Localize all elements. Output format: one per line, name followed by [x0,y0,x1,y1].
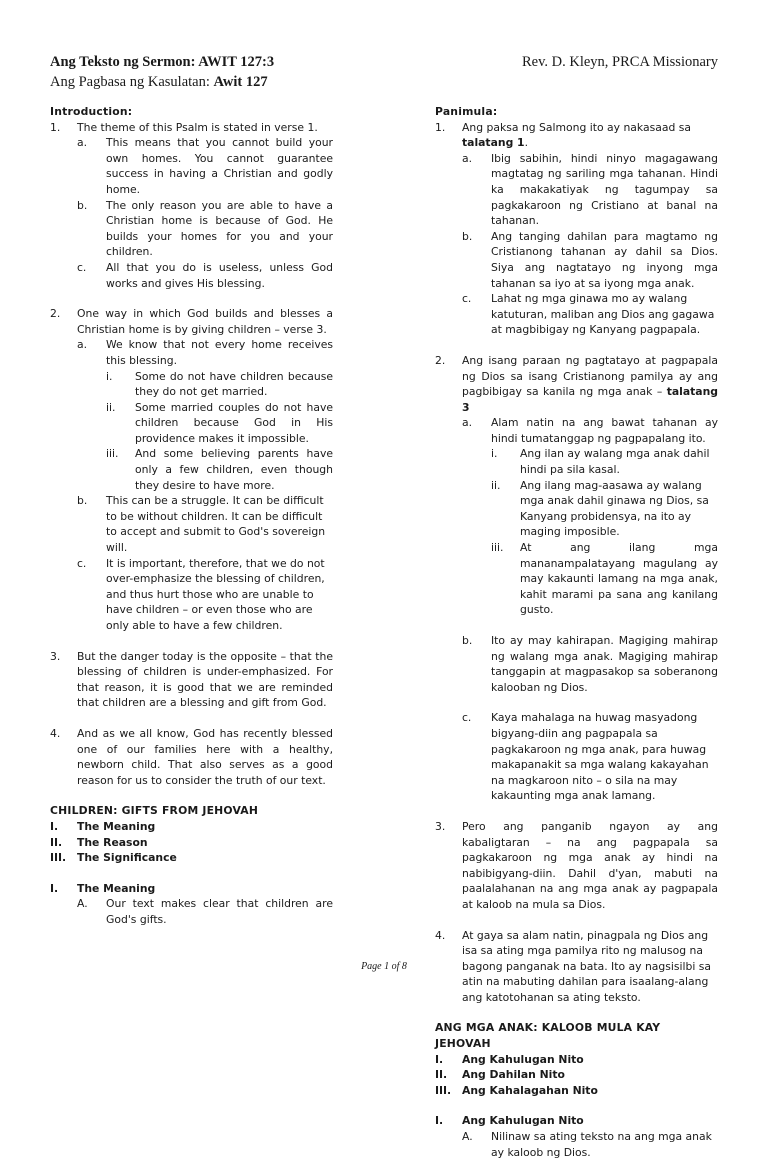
document-header [50,52,718,92]
author-label: Rev. D. Kleyn, PRCA Missionary [521,54,718,70]
point-2c: c. It is important, therefore, that we do not over-emphasize the blessing of children, and thus hurt those who are unable to have children – or even those who are only able to have a few children. [77,556,325,632]
point-4: 4. At gaya sa alam natin, pinagpala ng Dios ang isa sa ating mga pamilya rito ng malusog na bagong panganak na bata. Ito ay nagsisilbi sa atin na mabuting dahilan para isaalang-alang ang katotohanan sa ating teksto. [435,928,712,1004]
section-1-point-a: A. Nilinaw sa ating teksto na ang mga anak ay kaloob ng Dios. [462,1130,712,1159]
outline-item-2: II. Ang Dahilan Nito [435,1068,565,1082]
sermon-outline-en [50,803,333,865]
outline-item-3: III. The Significance [50,851,177,865]
section-1-en [50,881,333,897]
outline-title: CHILDREN: GIFTS FROM JEHOVAH [50,804,259,818]
tagalog-column [435,104,718,1160]
section-1-point-a: A. Our text makes clear that children are God's gifts. [77,897,333,926]
section-1-title: I. Ang Kahulugan Nito [435,1114,584,1128]
point-2b: b. This can be a struggle. It can be difficult to be without children. It can be difficult to accept and submit to God's sovereign will. [77,494,326,555]
outline-item-1: I. The Meaning [50,819,156,833]
sermon-text-label: Ang Teksto ng Sermon: AWIT 127:3 [50,54,275,70]
point-2a-iii: iii. At ang ilang mga mananampalatayang magulang ay may kakaunti lamang na mga anak, kahit marami pa sana ang kanilang gusto. [491,541,718,617]
outline-title: ANG MGA ANAK: KALOOB MULA KAY JEHOVAH [435,1021,661,1051]
scripture-reading: Ang Pagbasa ng Kasulatan: Awit 127 [50,74,268,90]
point-3: 3. But the danger today is the opposite – that the blessing of children is under-emphasized. For that reason, it is good that we are reminded that children are a blessing and gift from God. [50,649,333,710]
header-line-2 [50,72,718,92]
english-column [50,104,333,1160]
point-1c: c. All that you do is useless, unless God works and gives His blessing. [77,260,333,290]
section-1-title: I. The Meaning [50,881,156,895]
two-column-body [50,104,718,1160]
outline-item-2: II. The Reason [50,835,148,849]
point-2a-iii: iii. And some believing parents have only a few children, even though they desire to have more. [106,447,333,492]
point-1: 1. Ang paksa ng Salmong ito ay nakasaad sa talatang 1. [435,120,691,150]
point-2a: a. We know that not every home receives this blessing. [77,338,333,367]
intro-title: Panimula: [435,105,498,118]
point-2: 2. Ang isang paraan ng pagtatayo at pagpapala ng Dios sa isang Cristianong pamilya ay ang pagbibigay sa kanila ng mga anak – talatang 3 [435,353,718,414]
header-line-1 [50,52,718,72]
point-1c: c. Lahat ng mga ginawa mo ay walang katuturan, maliban ang Dios ang gagawa at magbibigay ng Kanyang pagpapala. [462,292,715,337]
sermon-outline-tl [435,1020,718,1098]
outline-item-1: I. Ang Kahulugan Nito [435,1052,584,1066]
point-2c: c. Kaya mahalaga na huwag masyadong bigyang-diin ang pagpapala sa pagkakaroon ng mga anak, para huwag makapanakit sa mga walang kakayahan na magkaroon nito – o sila na may kakaunting mga anak lamang. [462,711,709,803]
point-2a-ii: ii. Some married couples do not have children because God in His providence makes it impossible. [106,400,333,445]
point-1a: a. Ibig sabihin, hindi ninyo magagawang magtatag ng sariling mga tahanan. Hindi ka makakatiyak ng tagumpay sa pagkakaroon ng Cristiano at banal na tahanan. [462,151,718,228]
point-2b: b. Ito ay may kahirapan. Magiging mahirap ng walang mga anak. Magiging mahirap tanggapin at magpasakop sa soberanong kalooban ng Dios. [462,634,718,694]
intro-title: Introduction: [50,105,133,118]
point-3: 3. Pero ang panganib ngayon ay ang kabaligtaran – na ang pagpapala sa pagkakaroon ng mga anak ay hindi na nabibigyang-diin. Dahil d'yan, mabuti na paalalahanan na ang mga anak ay pagpapala at kaloob na mula sa Dios. [435,819,718,911]
point-1: 1. The theme of this Psalm is stated in verse 1. [50,120,318,134]
point-1b: b. Ang tanging dahilan para magtamo ng Cristianong tahanan ay dahil sa Dios. Siya ang nagtatayo ng inyong mga tahanan sa iyo at sa iyong mga anak. [462,229,718,290]
page-number: Page 1 of 8 [361,961,407,972]
point-2: 2. One way in which God builds and blesses a Christian home is by giving children – verse 3. [50,307,333,336]
outline-item-3: III. Ang Kahalagahan Nito [435,1083,598,1097]
point-1b: b. The only reason you are able to have a Christian home is because of God. He builds your homes for you and your children. [77,198,333,259]
point-2a-ii: ii. Ang ilang mag-aasawa ay walang mga anak dahil ginawa ng Dios, sa Kanyang probidensya, na ito ay maging imposible. [491,478,709,539]
point-4: 4. And as we all know, God has recently blessed one of our families here with a healthy, newborn child. That also serves as a good reason for us to consider the truth of our text. [50,726,333,787]
point-1a: a. This means that you cannot build your own homes. You cannot guarantee success in having a Christian and godly home. [77,136,333,196]
point-2a-i: i. Some do not have children because they do not get married. [106,369,333,399]
point-2a-i: i. Ang ilan ay walang mga anak dahil hindi pa sila kasal. [491,447,710,477]
point-2a: a. Alam natin na ang bawat tahanan ay hindi tumatanggap ng pagpapalang ito. [462,416,718,445]
section-1-tl [435,1113,718,1129]
